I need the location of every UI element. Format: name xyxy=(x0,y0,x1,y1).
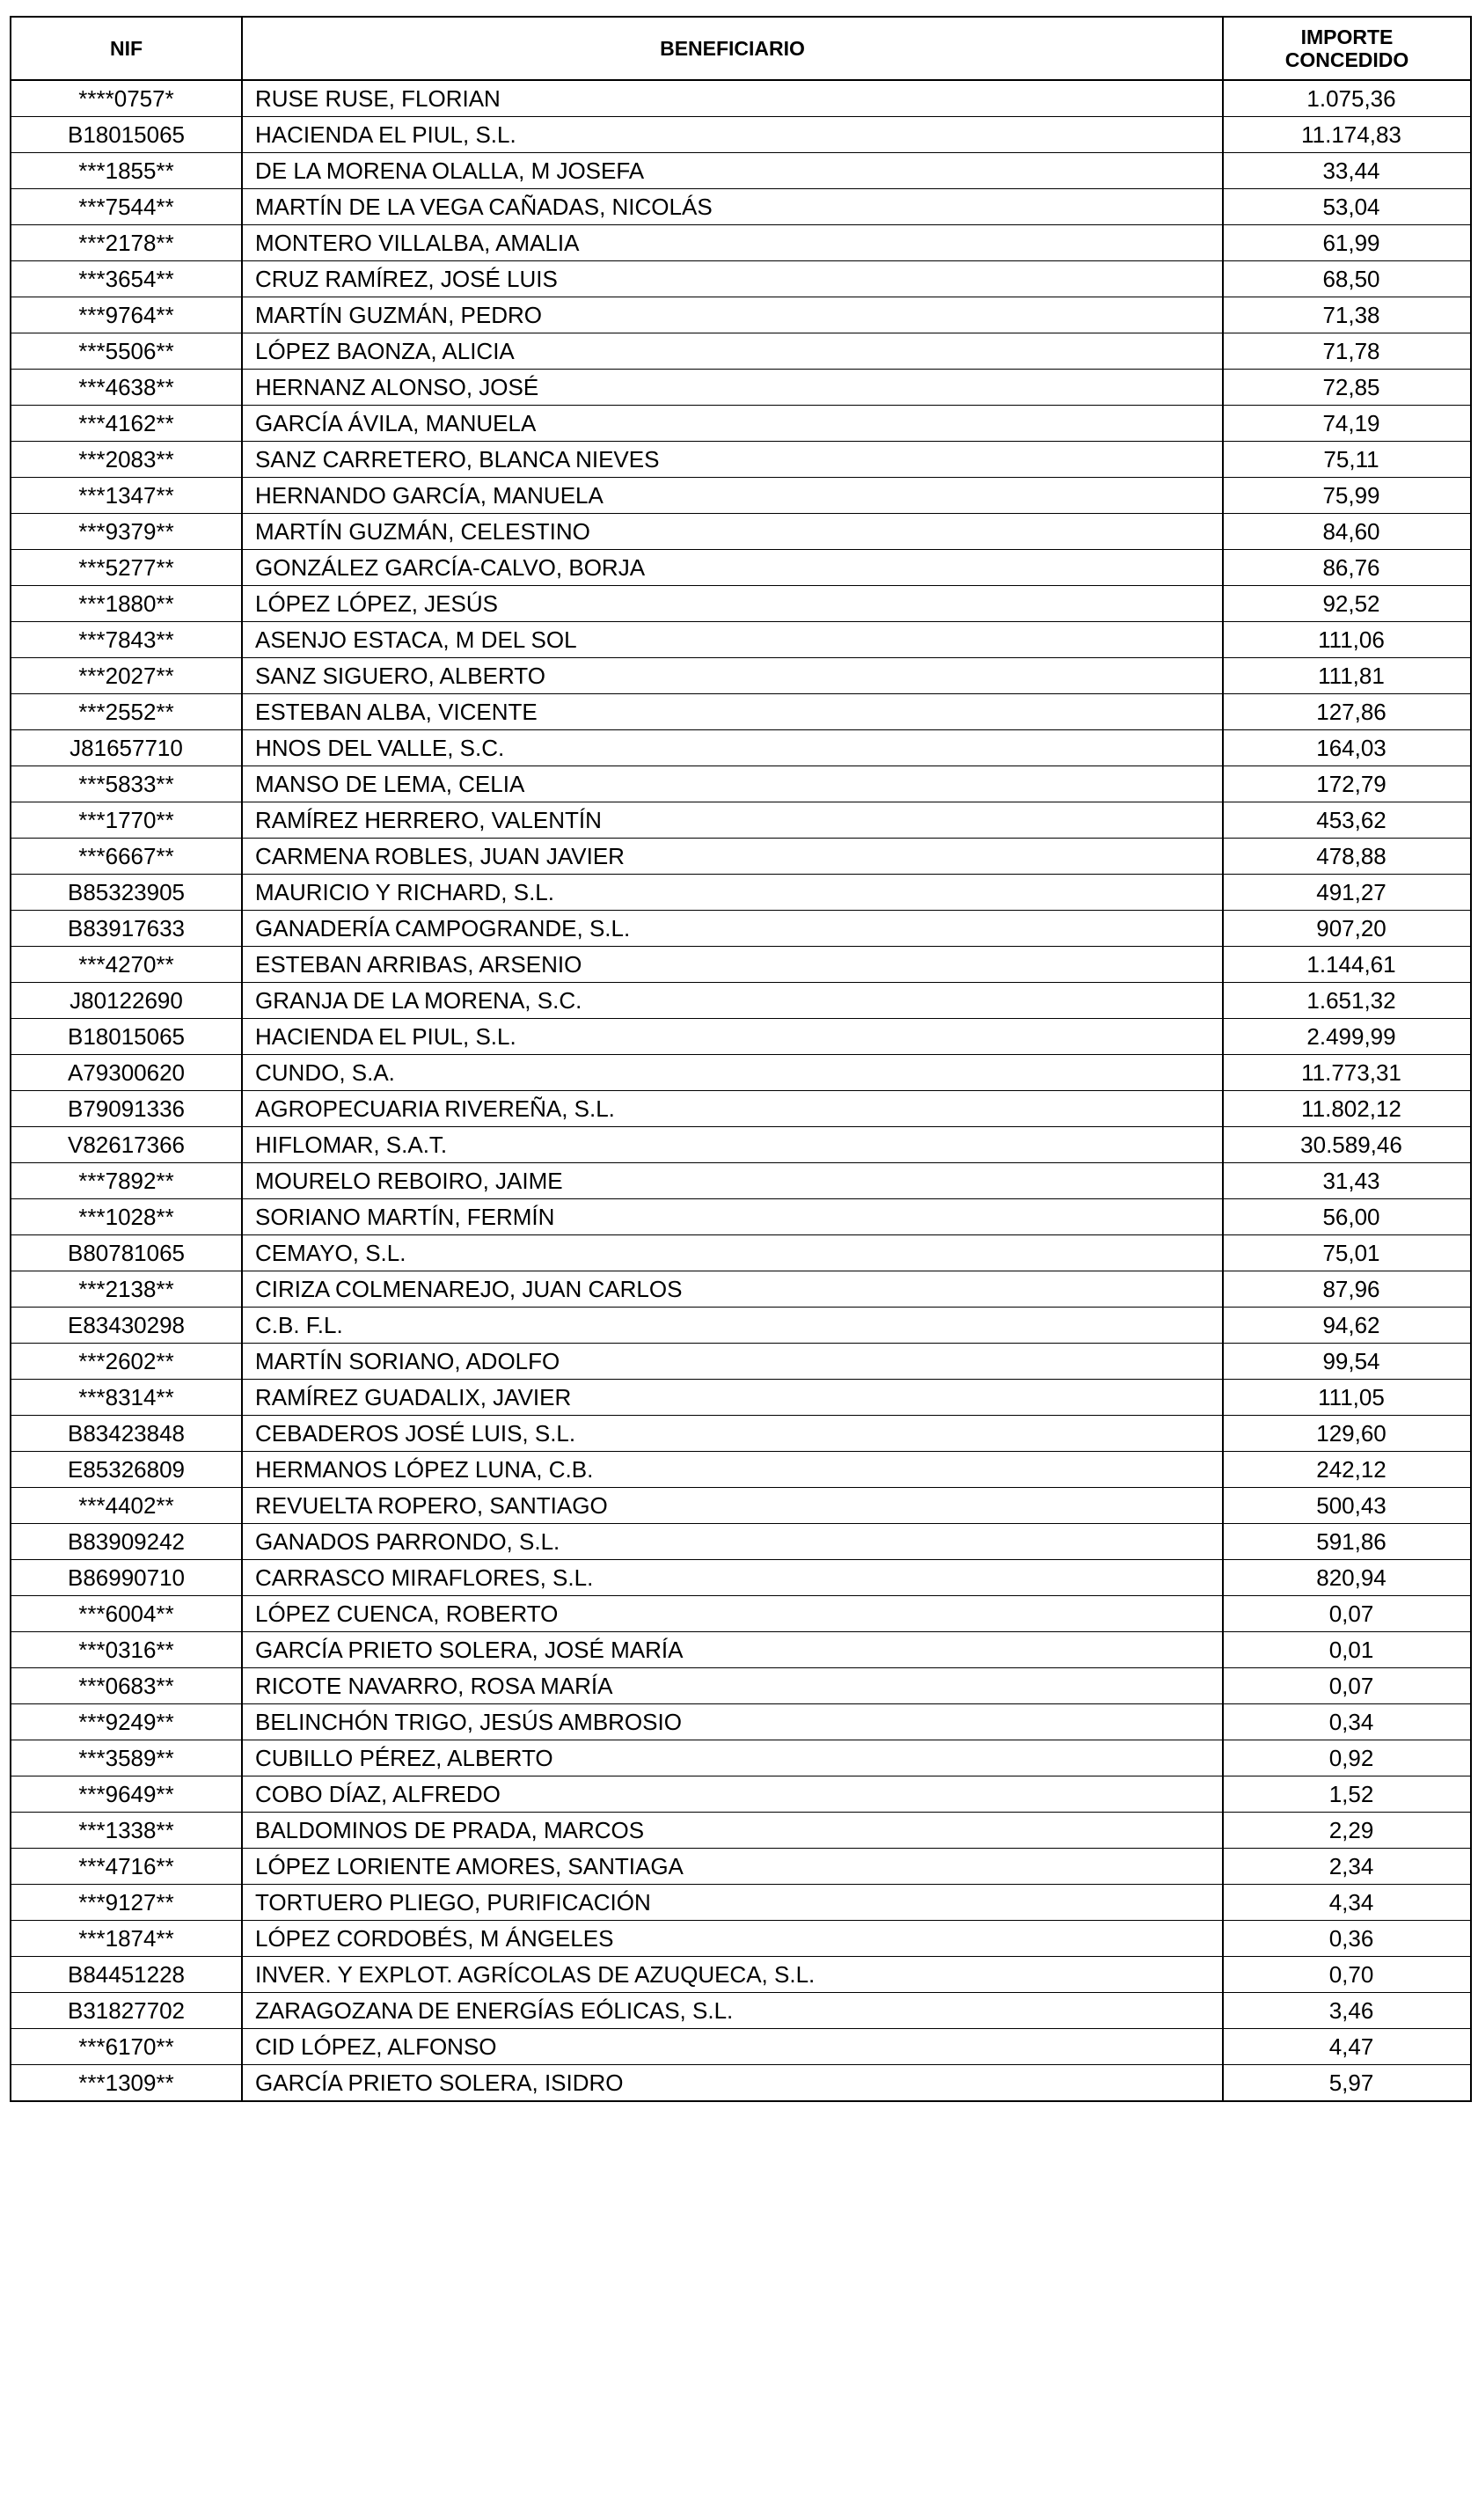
cell-nif: ***5506** xyxy=(11,333,242,370)
cell-beneficiario: CEBADEROS JOSÉ LUIS, S.L. xyxy=(242,1416,1223,1452)
cell-importe: 2,29 xyxy=(1223,1813,1471,1849)
table-row xyxy=(11,1704,1471,1740)
cell-beneficiario: MARTÍN SORIANO, ADOLFO xyxy=(242,1344,1223,1380)
cell-beneficiario: LÓPEZ LORIENTE AMORES, SANTIAGA xyxy=(242,1849,1223,1885)
cell-beneficiario: LÓPEZ CORDOBÉS, M ÁNGELES xyxy=(242,1921,1223,1957)
cell-beneficiario: C.B. F.L. xyxy=(242,1308,1223,1344)
cell-importe: 453,62 xyxy=(1223,802,1471,839)
cell-importe: 11.802,12 xyxy=(1223,1091,1471,1127)
cell-nif: ***4162** xyxy=(11,406,242,442)
table-row xyxy=(11,1921,1471,1957)
cell-nif: ***1770** xyxy=(11,802,242,839)
cell-importe: 5,97 xyxy=(1223,2065,1471,2102)
table-body xyxy=(11,80,1471,2101)
cell-nif: ***2138** xyxy=(11,1271,242,1308)
cell-nif: ***4270** xyxy=(11,947,242,983)
cell-beneficiario: HACIENDA EL PIUL, S.L. xyxy=(242,1019,1223,1055)
table-row xyxy=(11,1776,1471,1813)
cell-importe: 1.651,32 xyxy=(1223,983,1471,1019)
table-row xyxy=(11,1740,1471,1776)
table-row xyxy=(11,694,1471,730)
table-row xyxy=(11,478,1471,514)
cell-importe: 0,07 xyxy=(1223,1596,1471,1632)
cell-importe: 491,27 xyxy=(1223,875,1471,911)
cell-nif: ***4716** xyxy=(11,1849,242,1885)
table-row xyxy=(11,1127,1471,1163)
header-importe-concedido xyxy=(1223,17,1471,80)
cell-importe: 71,38 xyxy=(1223,297,1471,333)
cell-importe: 61,99 xyxy=(1223,225,1471,261)
cell-nif: B79091336 xyxy=(11,1091,242,1127)
cell-importe: 75,01 xyxy=(1223,1235,1471,1271)
cell-importe: 0,92 xyxy=(1223,1740,1471,1776)
table-row xyxy=(11,370,1471,406)
cell-importe: 72,85 xyxy=(1223,370,1471,406)
cell-beneficiario: HIFLOMAR, S.A.T. xyxy=(242,1127,1223,1163)
cell-beneficiario: RAMÍREZ HERRERO, VALENTÍN xyxy=(242,802,1223,839)
cell-nif: ***0316** xyxy=(11,1632,242,1668)
cell-beneficiario: LÓPEZ BAONZA, ALICIA xyxy=(242,333,1223,370)
cell-importe: 0,07 xyxy=(1223,1668,1471,1704)
cell-beneficiario: HERNANDO GARCÍA, MANUELA xyxy=(242,478,1223,514)
cell-nif: ***5833** xyxy=(11,766,242,802)
cell-importe: 2,34 xyxy=(1223,1849,1471,1885)
cell-beneficiario: CARMENA ROBLES, JUAN JAVIER xyxy=(242,839,1223,875)
cell-importe: 68,50 xyxy=(1223,261,1471,297)
table-row xyxy=(11,80,1471,117)
cell-nif: ***3589** xyxy=(11,1740,242,1776)
cell-nif: B31827702 xyxy=(11,1993,242,2029)
cell-nif: ***1028** xyxy=(11,1199,242,1235)
cell-beneficiario: MANSO DE LEMA, CELIA xyxy=(242,766,1223,802)
cell-beneficiario: LÓPEZ CUENCA, ROBERTO xyxy=(242,1596,1223,1632)
table-row xyxy=(11,225,1471,261)
table-row xyxy=(11,1524,1471,1560)
cell-beneficiario: MARTÍN GUZMÁN, CELESTINO xyxy=(242,514,1223,550)
cell-beneficiario: REVUELTA ROPERO, SANTIAGO xyxy=(242,1488,1223,1524)
table-row xyxy=(11,189,1471,225)
cell-nif: ***3654** xyxy=(11,261,242,297)
cell-nif: J81657710 xyxy=(11,730,242,766)
cell-nif: ***2027** xyxy=(11,658,242,694)
table-row xyxy=(11,1596,1471,1632)
cell-nif: B18015065 xyxy=(11,117,242,153)
cell-importe: 111,05 xyxy=(1223,1380,1471,1416)
cell-beneficiario: COBO DÍAZ, ALFREDO xyxy=(242,1776,1223,1813)
cell-beneficiario: TORTUERO PLIEGO, PURIFICACIÓN xyxy=(242,1885,1223,1921)
table-row xyxy=(11,1813,1471,1849)
table-row xyxy=(11,1416,1471,1452)
cell-nif: B18015065 xyxy=(11,1019,242,1055)
cell-beneficiario: GARCÍA PRIETO SOLERA, ISIDRO xyxy=(242,2065,1223,2102)
cell-nif: ***7544** xyxy=(11,189,242,225)
table-row xyxy=(11,1308,1471,1344)
cell-importe: 11.773,31 xyxy=(1223,1055,1471,1091)
cell-nif: ***2552** xyxy=(11,694,242,730)
cell-importe: 86,76 xyxy=(1223,550,1471,586)
cell-beneficiario: CUNDO, S.A. xyxy=(242,1055,1223,1091)
cell-beneficiario: SORIANO MARTÍN, FERMÍN xyxy=(242,1199,1223,1235)
cell-beneficiario: HACIENDA EL PIUL, S.L. xyxy=(242,117,1223,153)
cell-importe: 30.589,46 xyxy=(1223,1127,1471,1163)
cell-beneficiario: GANADERÍA CAMPOGRANDE, S.L. xyxy=(242,911,1223,947)
table-row xyxy=(11,550,1471,586)
cell-importe: 111,06 xyxy=(1223,622,1471,658)
cell-nif: B83917633 xyxy=(11,911,242,947)
table-row xyxy=(11,1344,1471,1380)
table-row xyxy=(11,802,1471,839)
table-row xyxy=(11,766,1471,802)
cell-beneficiario: GONZÁLEZ GARCÍA-CALVO, BORJA xyxy=(242,550,1223,586)
cell-beneficiario: INVER. Y EXPLOT. AGRÍCOLAS DE AZUQUECA, S.L. xyxy=(242,1957,1223,1993)
cell-importe: 92,52 xyxy=(1223,586,1471,622)
cell-importe: 127,86 xyxy=(1223,694,1471,730)
table-row xyxy=(11,442,1471,478)
cell-importe: 33,44 xyxy=(1223,153,1471,189)
cell-beneficiario: HERMANOS LÓPEZ LUNA, C.B. xyxy=(242,1452,1223,1488)
table-row xyxy=(11,1668,1471,1704)
cell-beneficiario: SANZ CARRETERO, BLANCA NIEVES xyxy=(242,442,1223,478)
cell-beneficiario: SANZ SIGUERO, ALBERTO xyxy=(242,658,1223,694)
cell-nif: ***1855** xyxy=(11,153,242,189)
cell-importe: 1,52 xyxy=(1223,1776,1471,1813)
cell-importe: 2.499,99 xyxy=(1223,1019,1471,1055)
cell-nif: E85326809 xyxy=(11,1452,242,1488)
cell-beneficiario: GARCÍA PRIETO SOLERA, JOSÉ MARÍA xyxy=(242,1632,1223,1668)
cell-importe: 31,43 xyxy=(1223,1163,1471,1199)
table-row xyxy=(11,1957,1471,1993)
table-row xyxy=(11,1380,1471,1416)
cell-importe: 11.174,83 xyxy=(1223,117,1471,153)
cell-nif: ***1338** xyxy=(11,1813,242,1849)
table-row xyxy=(11,658,1471,694)
cell-importe: 0,34 xyxy=(1223,1704,1471,1740)
table-row xyxy=(11,947,1471,983)
cell-beneficiario: BALDOMINOS DE PRADA, MARCOS xyxy=(242,1813,1223,1849)
cell-nif: ***9764** xyxy=(11,297,242,333)
cell-importe: 1.144,61 xyxy=(1223,947,1471,983)
cell-importe: 75,11 xyxy=(1223,442,1471,478)
cell-nif: B83423848 xyxy=(11,1416,242,1452)
cell-beneficiario: CID LÓPEZ, ALFONSO xyxy=(242,2029,1223,2065)
cell-beneficiario: MARTÍN DE LA VEGA CAÑADAS, NICOLÁS xyxy=(242,189,1223,225)
cell-importe: 907,20 xyxy=(1223,911,1471,947)
cell-nif: ***6170** xyxy=(11,2029,242,2065)
cell-nif: ***9379** xyxy=(11,514,242,550)
cell-beneficiario: ESTEBAN ARRIBAS, ARSENIO xyxy=(242,947,1223,983)
cell-nif: ***9649** xyxy=(11,1776,242,1813)
cell-beneficiario: ESTEBAN ALBA, VICENTE xyxy=(242,694,1223,730)
cell-importe: 164,03 xyxy=(1223,730,1471,766)
cell-nif: ***1347** xyxy=(11,478,242,514)
cell-nif: V82617366 xyxy=(11,1127,242,1163)
table-row xyxy=(11,1993,1471,2029)
cell-nif: B80781065 xyxy=(11,1235,242,1271)
cell-importe: 53,04 xyxy=(1223,189,1471,225)
cell-importe: 0,70 xyxy=(1223,1957,1471,1993)
table-row xyxy=(11,586,1471,622)
cell-beneficiario: CRUZ RAMÍREZ, JOSÉ LUIS xyxy=(242,261,1223,297)
table-row xyxy=(11,1488,1471,1524)
header-nif: NIF xyxy=(11,17,242,80)
cell-nif: ***1880** xyxy=(11,586,242,622)
cell-nif: B85323905 xyxy=(11,875,242,911)
table-row xyxy=(11,1091,1471,1127)
cell-nif: ***9249** xyxy=(11,1704,242,1740)
cell-beneficiario: RAMÍREZ GUADALIX, JAVIER xyxy=(242,1380,1223,1416)
table-row xyxy=(11,730,1471,766)
table-row xyxy=(11,1452,1471,1488)
table-row xyxy=(11,1163,1471,1199)
cell-importe: 99,54 xyxy=(1223,1344,1471,1380)
cell-importe: 500,43 xyxy=(1223,1488,1471,1524)
cell-importe: 87,96 xyxy=(1223,1271,1471,1308)
cell-importe: 84,60 xyxy=(1223,514,1471,550)
table-row xyxy=(11,514,1471,550)
cell-nif: J80122690 xyxy=(11,983,242,1019)
cell-nif: ***1309** xyxy=(11,2065,242,2102)
cell-importe: 94,62 xyxy=(1223,1308,1471,1344)
cell-beneficiario: CUBILLO PÉREZ, ALBERTO xyxy=(242,1740,1223,1776)
cell-beneficiario: MARTÍN GUZMÁN, PEDRO xyxy=(242,297,1223,333)
cell-nif: ***5277** xyxy=(11,550,242,586)
table-row xyxy=(11,875,1471,911)
cell-beneficiario: HERNANZ ALONSO, JOSÉ xyxy=(242,370,1223,406)
cell-beneficiario: MOURELO REBOIRO, JAIME xyxy=(242,1163,1223,1199)
cell-nif: B86990710 xyxy=(11,1560,242,1596)
cell-importe: 75,99 xyxy=(1223,478,1471,514)
cell-beneficiario: HNOS DEL VALLE, S.C. xyxy=(242,730,1223,766)
cell-nif: ***4402** xyxy=(11,1488,242,1524)
table-row xyxy=(11,1199,1471,1235)
cell-nif: ***7892** xyxy=(11,1163,242,1199)
table-row xyxy=(11,1560,1471,1596)
cell-nif: ***2083** xyxy=(11,442,242,478)
table-row xyxy=(11,1271,1471,1308)
cell-nif: E83430298 xyxy=(11,1308,242,1344)
cell-nif: ***9127** xyxy=(11,1885,242,1921)
cell-nif: ***2178** xyxy=(11,225,242,261)
cell-importe: 111,81 xyxy=(1223,658,1471,694)
table-row xyxy=(11,2029,1471,2065)
table-row xyxy=(11,1632,1471,1668)
cell-importe: 71,78 xyxy=(1223,333,1471,370)
cell-beneficiario: LÓPEZ LÓPEZ, JESÚS xyxy=(242,586,1223,622)
cell-nif: ***0683** xyxy=(11,1668,242,1704)
cell-beneficiario: RICOTE NAVARRO, ROSA MARÍA xyxy=(242,1668,1223,1704)
cell-importe: 4,34 xyxy=(1223,1885,1471,1921)
cell-importe: 4,47 xyxy=(1223,2029,1471,2065)
cell-beneficiario: MONTERO VILLALBA, AMALIA xyxy=(242,225,1223,261)
cell-beneficiario: GRANJA DE LA MORENA, S.C. xyxy=(242,983,1223,1019)
header-importe-line1: IMPORTE xyxy=(1300,26,1394,48)
cell-importe: 3,46 xyxy=(1223,1993,1471,2029)
table-row xyxy=(11,839,1471,875)
table-row xyxy=(11,297,1471,333)
cell-importe: 478,88 xyxy=(1223,839,1471,875)
table-row xyxy=(11,406,1471,442)
table-row xyxy=(11,1849,1471,1885)
cell-beneficiario: GARCÍA ÁVILA, MANUELA xyxy=(242,406,1223,442)
cell-importe: 0,36 xyxy=(1223,1921,1471,1957)
table-row xyxy=(11,117,1471,153)
cell-nif: ***4638** xyxy=(11,370,242,406)
table-row xyxy=(11,153,1471,189)
cell-beneficiario: RUSE RUSE, FLORIAN xyxy=(242,80,1223,117)
cell-importe: 129,60 xyxy=(1223,1416,1471,1452)
table-row xyxy=(11,2065,1471,2102)
table-row xyxy=(11,983,1471,1019)
header-row xyxy=(11,17,1471,80)
cell-beneficiario: MAURICIO Y RICHARD, S.L. xyxy=(242,875,1223,911)
table-row xyxy=(11,261,1471,297)
cell-nif: ****0757* xyxy=(11,80,242,117)
cell-beneficiario: ZARAGOZANA DE ENERGÍAS EÓLICAS, S.L. xyxy=(242,1993,1223,2029)
cell-beneficiario: CEMAYO, S.L. xyxy=(242,1235,1223,1271)
table-row xyxy=(11,1019,1471,1055)
cell-importe: 74,19 xyxy=(1223,406,1471,442)
cell-nif: ***2602** xyxy=(11,1344,242,1380)
cell-beneficiario: DE LA MORENA OLALLA, M JOSEFA xyxy=(242,153,1223,189)
cell-beneficiario: GANADOS PARRONDO, S.L. xyxy=(242,1524,1223,1560)
cell-importe: 591,86 xyxy=(1223,1524,1471,1560)
cell-beneficiario: CIRIZA COLMENAREJO, JUAN CARLOS xyxy=(242,1271,1223,1308)
cell-nif: A79300620 xyxy=(11,1055,242,1091)
cell-beneficiario: ASENJO ESTACA, M DEL SOL xyxy=(242,622,1223,658)
cell-nif: ***6667** xyxy=(11,839,242,875)
cell-nif: ***6004** xyxy=(11,1596,242,1632)
table-row xyxy=(11,1055,1471,1091)
cell-nif: B84451228 xyxy=(11,1957,242,1993)
cell-importe: 242,12 xyxy=(1223,1452,1471,1488)
table-row xyxy=(11,1885,1471,1921)
table-row xyxy=(11,622,1471,658)
table-row xyxy=(11,1235,1471,1271)
header-importe-line2: CONCEDIDO xyxy=(1284,48,1409,71)
cell-importe: 56,00 xyxy=(1223,1199,1471,1235)
cell-beneficiario: BELINCHÓN TRIGO, JESÚS AMBROSIO xyxy=(242,1704,1223,1740)
cell-beneficiario: AGROPECUARIA RIVEREÑA, S.L. xyxy=(242,1091,1223,1127)
cell-importe: 820,94 xyxy=(1223,1560,1471,1596)
cell-beneficiario: CARRASCO MIRAFLORES, S.L. xyxy=(242,1560,1223,1596)
beneficiaries-table xyxy=(10,16,1472,2102)
cell-nif: ***1874** xyxy=(11,1921,242,1957)
cell-nif: ***8314** xyxy=(11,1380,242,1416)
table-row xyxy=(11,333,1471,370)
cell-importe: 172,79 xyxy=(1223,766,1471,802)
table-row xyxy=(11,911,1471,947)
cell-nif: ***7843** xyxy=(11,622,242,658)
cell-nif: B83909242 xyxy=(11,1524,242,1560)
header-beneficiario: BENEFICIARIO xyxy=(242,17,1223,80)
cell-importe: 0,01 xyxy=(1223,1632,1471,1668)
table-header xyxy=(11,17,1471,80)
cell-importe: 1.075,36 xyxy=(1223,80,1471,117)
